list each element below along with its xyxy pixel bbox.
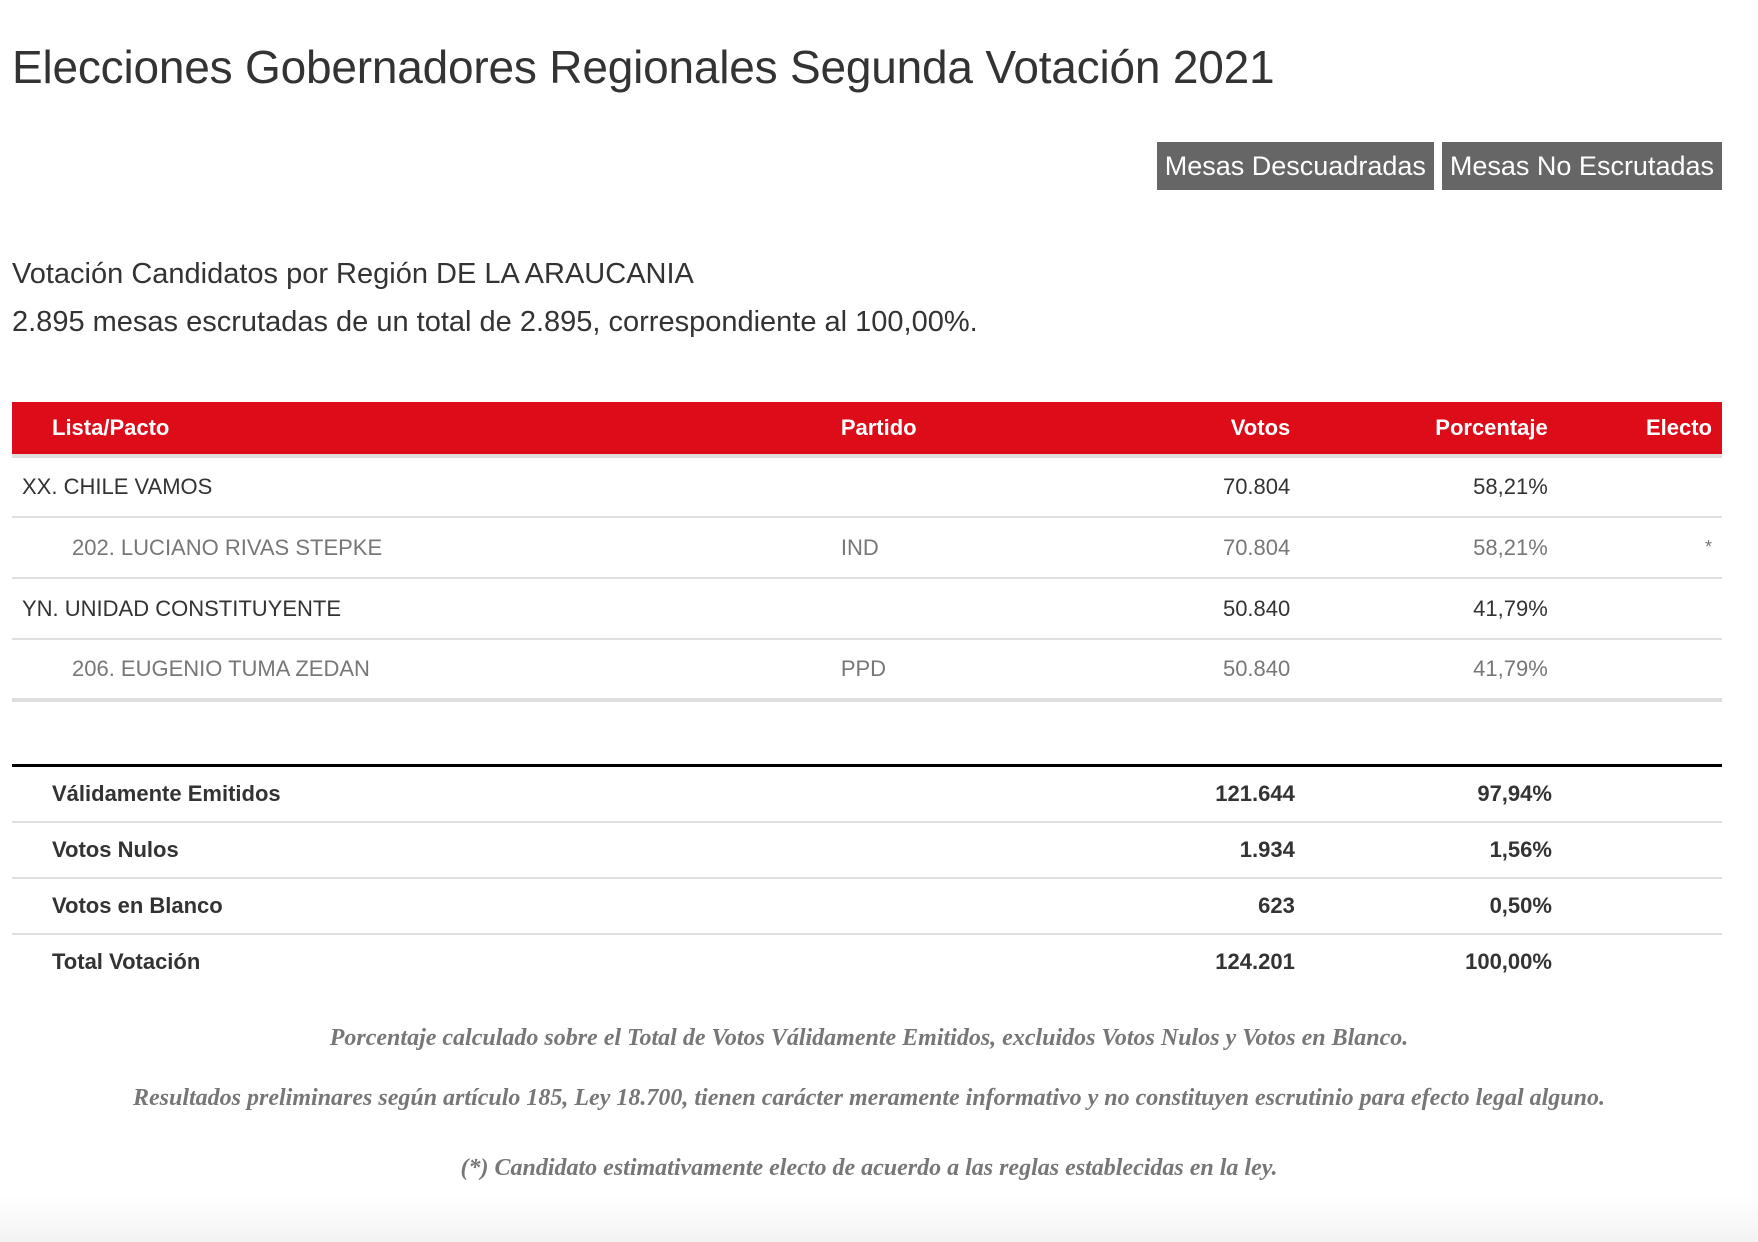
totals-porcentaje: 100,00% bbox=[1465, 949, 1552, 974]
totals-table bbox=[12, 764, 1722, 990]
note-preliminary-results: Resultados preliminares según artículo 185, Ley 18.700, tienen carácter meramente informativo y no constituyen escrutinio para efecto legal alguno. bbox=[133, 1085, 1605, 1111]
pacto-row bbox=[12, 578, 1722, 639]
summary bbox=[12, 250, 978, 346]
totals-votos: 1.934 bbox=[1115, 822, 1305, 878]
mesas-no-escrutadas-button[interactable]: Mesas No Escrutadas bbox=[1442, 142, 1722, 190]
empty-cell bbox=[1562, 934, 1722, 990]
totals-votos: 121.644 bbox=[1115, 766, 1305, 822]
totals-row-votos-en-blanco bbox=[12, 878, 1722, 934]
votos-cell: 50.840 bbox=[1112, 639, 1300, 700]
empty-cell bbox=[837, 766, 1115, 822]
pacto-row bbox=[12, 456, 1722, 517]
totals-votos: 124.201 bbox=[1215, 949, 1295, 974]
totals-porcentaje: 1,56% bbox=[1305, 822, 1562, 878]
column-header-porcentaje: Porcentaje bbox=[1300, 402, 1558, 456]
electo-cell bbox=[1558, 456, 1722, 517]
mesas-escrutadas-text: 2.895 mesas escrutadas de un total de 2.895, correspondiente al 100,00%. bbox=[12, 306, 978, 338]
column-header-lista: Lista/Pacto bbox=[12, 402, 831, 456]
porcentaje-cell: 41,79% bbox=[1300, 639, 1558, 700]
totals-row-votos-nulos bbox=[12, 822, 1722, 878]
pacto-name: YN. UNIDAD CONSTITUYENTE bbox=[12, 578, 831, 639]
empty-cell bbox=[1562, 822, 1722, 878]
totals-label: Total Votación bbox=[52, 949, 201, 974]
totals-label: Votos en Blanco bbox=[12, 878, 837, 934]
partido-cell bbox=[831, 456, 1112, 517]
candidate-name: 202. LUCIANO RIVAS STEPKE bbox=[12, 517, 831, 578]
totals-label: Válidamente Emitidos bbox=[12, 766, 837, 822]
empty-cell bbox=[837, 878, 1115, 934]
electo-cell bbox=[1558, 578, 1722, 639]
partido-cell: IND bbox=[831, 517, 1112, 578]
column-header-electo: Electo bbox=[1558, 402, 1722, 456]
candidate-row bbox=[12, 517, 1722, 578]
column-header-partido: Partido bbox=[831, 402, 1112, 456]
note-percentage-basis: Porcentaje calculado sobre el Total de Votos Válidamente Emitidos, excluidos Votos Nulos y Votos en Blanco. bbox=[329, 1025, 1409, 1051]
action-buttons bbox=[1157, 142, 1722, 190]
votos-cell: 50.840 bbox=[1112, 578, 1300, 639]
totals-label: Votos Nulos bbox=[12, 822, 837, 878]
empty-cell bbox=[1562, 878, 1722, 934]
totals-porcentaje: 0,50% bbox=[1305, 878, 1562, 934]
empty-cell bbox=[1562, 766, 1722, 822]
empty-cell bbox=[837, 822, 1115, 878]
totals-row-total-votacion bbox=[12, 934, 1722, 990]
results-table bbox=[12, 402, 1722, 702]
votos-cell: 70.804 bbox=[1112, 517, 1300, 578]
partido-cell bbox=[831, 578, 1112, 639]
candidate-row bbox=[12, 639, 1722, 700]
mesas-descuadradas-button[interactable]: Mesas Descuadradas bbox=[1157, 142, 1434, 190]
column-header-votos: Votos bbox=[1112, 402, 1300, 456]
results-header-row bbox=[12, 402, 1722, 456]
totals-row-validamente-emitidos bbox=[12, 766, 1722, 822]
porcentaje-cell: 41,79% bbox=[1300, 578, 1558, 639]
partido-cell: PPD bbox=[831, 639, 1112, 700]
porcentaje-cell: 58,21% bbox=[1300, 456, 1558, 517]
empty-cell bbox=[837, 934, 1115, 990]
totals-votos: 623 bbox=[1115, 878, 1305, 934]
votos-cell: 70.804 bbox=[1112, 456, 1300, 517]
porcentaje-cell: 58,21% bbox=[1300, 517, 1558, 578]
electo-cell bbox=[1558, 639, 1722, 700]
totals-porcentaje: 97,94% bbox=[1305, 766, 1562, 822]
region-heading: Votación Candidatos por Región DE LA ARAUCANIA bbox=[12, 258, 694, 290]
pacto-name: XX. CHILE VAMOS bbox=[12, 456, 831, 517]
electo-asterisk: * bbox=[1558, 517, 1722, 578]
note-elected-asterisk: (*) Candidato estimativamente electo de acuerdo a las reglas establecidas en la ley. bbox=[460, 1155, 1278, 1181]
candidate-name: 206. EUGENIO TUMA ZEDAN bbox=[12, 639, 831, 700]
page-title: Elecciones Gobernadores Regionales Segunda Votación 2021 bbox=[12, 41, 1275, 93]
